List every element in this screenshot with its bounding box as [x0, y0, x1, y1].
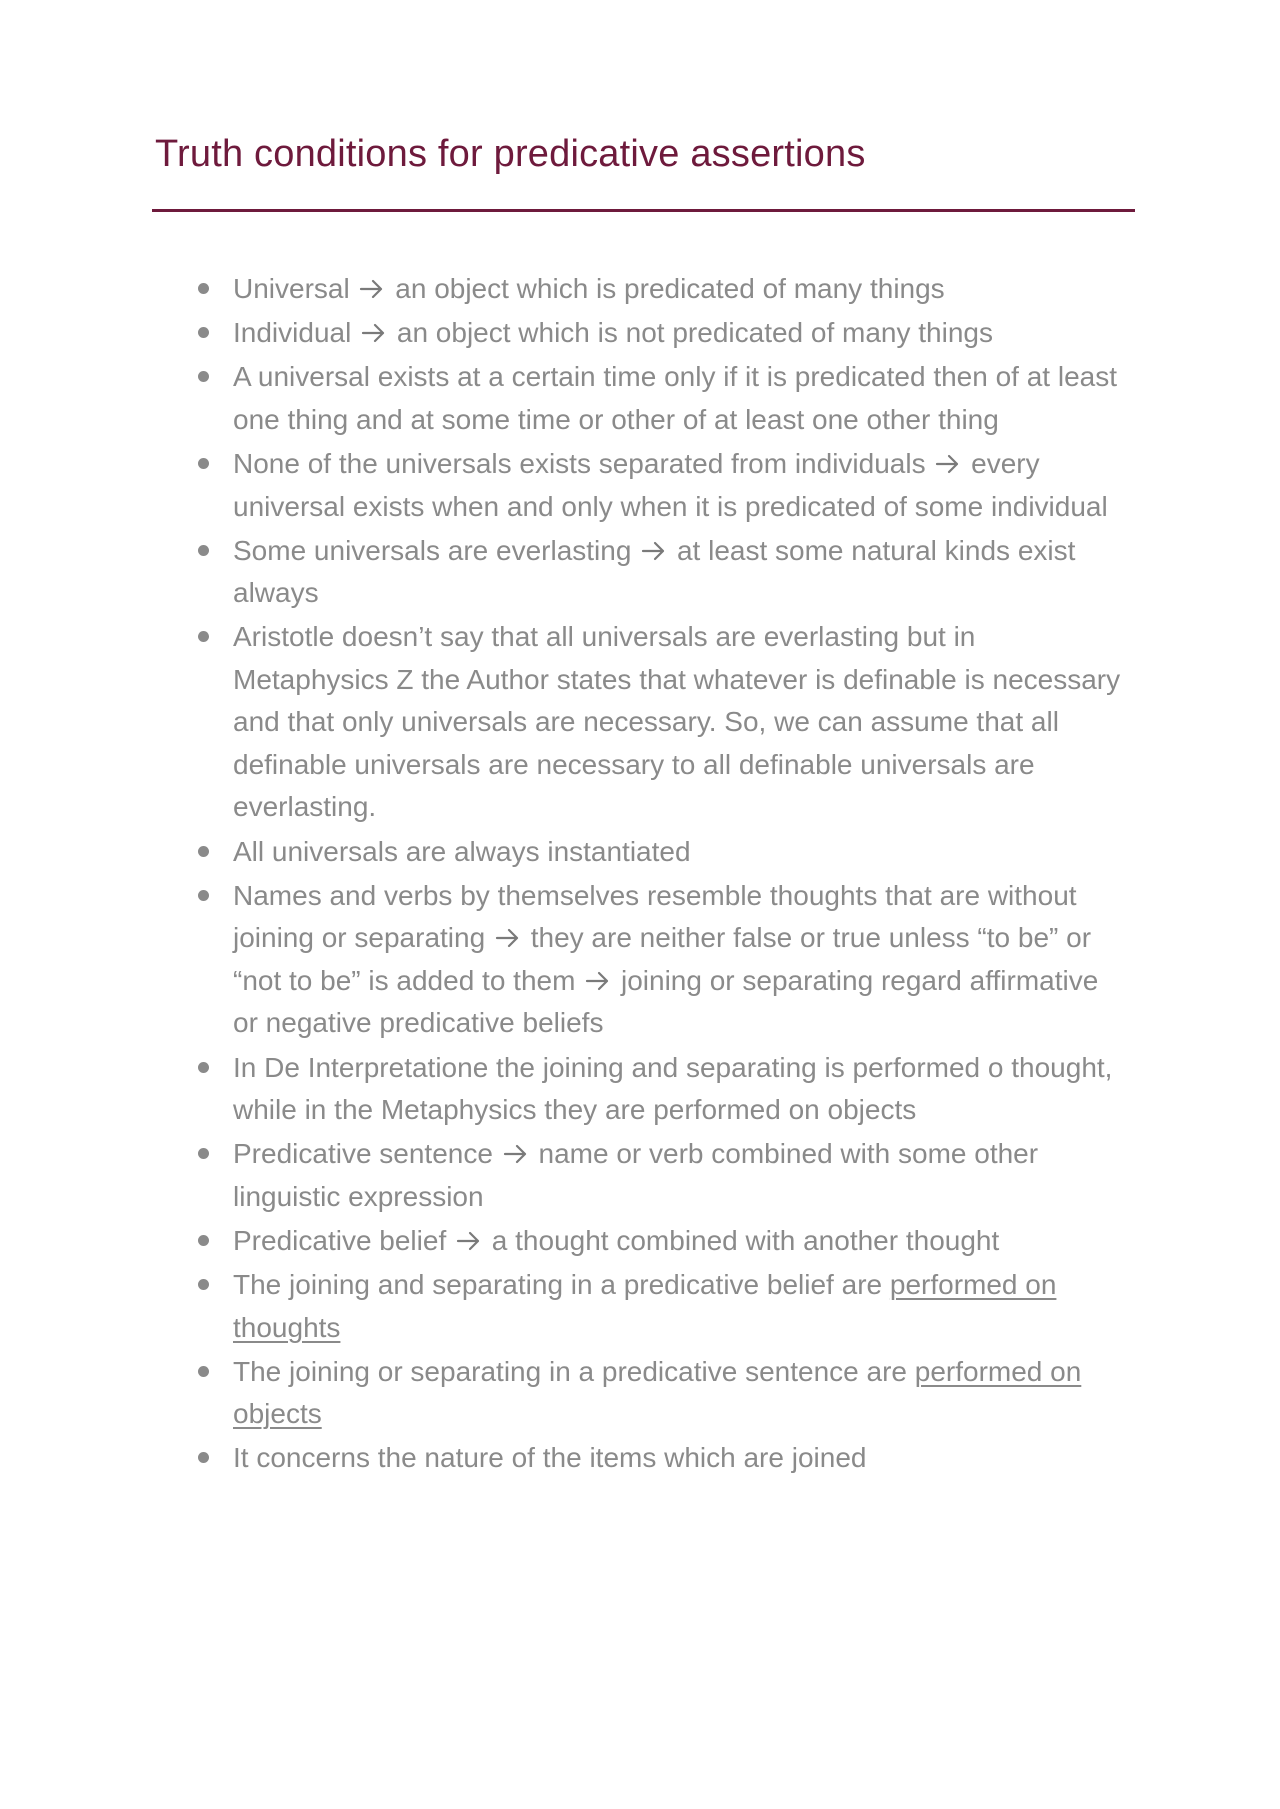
list-item [155, 1264, 1130, 1349]
bullet-dot-icon [198, 846, 209, 857]
arrow-right-icon [503, 1135, 529, 1157]
list-item [155, 1437, 1130, 1480]
bullet-dot-icon [198, 1148, 209, 1159]
bullet-dot-icon [198, 458, 209, 469]
text-segment: Aristotle doesn’t say that all universals are everlasting but in Metaphysics Z the Author states that whatever is definable is necessary and that only universals are necessary. So, we can assume that all definable universals are necessary to all definable universals are everlasting. [233, 621, 1121, 823]
underlined-text: performed on thoughts [233, 1269, 1057, 1343]
bullet-dot-icon [198, 545, 209, 556]
arrow-right-icon [361, 314, 387, 336]
bullet-dot-icon [198, 1235, 209, 1246]
text-segment: Individual [233, 317, 360, 349]
list-item-text [233, 836, 691, 867]
list-item [155, 1351, 1130, 1436]
arrow-right-icon [641, 532, 667, 554]
bullet-dot-icon [198, 1366, 209, 1377]
list-item-text [233, 1138, 1038, 1212]
bullet-dot-icon [198, 1062, 209, 1073]
text-segment: A universal exists at a certain time only if it is predicated then of at least one thing and at some time or other of at least one other thing [233, 361, 1117, 435]
list-item-text [233, 273, 945, 304]
list-item [155, 1220, 1130, 1263]
text-segment: joining or separating regard affirmative or negative predicative beliefs [233, 964, 1099, 1039]
text-segment: an object which is predicated of many things [387, 273, 945, 304]
list-item-text [233, 317, 993, 348]
text-segment: Names and verbs by themselves resemble thoughts that are without joining or separating [233, 879, 1077, 954]
list-item-text [233, 1442, 866, 1473]
list-item [155, 268, 1130, 311]
text-segment: a thought combined with another thought [484, 1224, 1000, 1256]
text-segment: Predicative belief [233, 1224, 455, 1256]
bullet-dot-icon [198, 1452, 209, 1463]
bullet-list [155, 268, 1130, 1482]
text-segment: None of the universals exists separated from individuals [233, 448, 934, 480]
text-segment: Some universals are everlasting [233, 534, 640, 566]
list-item-text [233, 621, 1120, 822]
text-segment: The joining and separating in a predicative belief are [233, 1269, 890, 1301]
text-segment: The joining or separating in a predicative sentence are [233, 1355, 915, 1387]
bullet-dot-icon [198, 371, 209, 382]
text-segment: at least some natural kinds exist always [233, 534, 1076, 609]
arrow-right-icon [456, 1222, 482, 1244]
text-segment: All universals are always instantiated [233, 835, 691, 867]
bullet-dot-icon [198, 890, 209, 901]
text-segment: they are neither false or true unless “to be” or “not to be” is added to them [233, 922, 1092, 996]
list-item [155, 312, 1130, 355]
list-item-text [233, 535, 1075, 609]
arrow-right-icon [585, 962, 611, 984]
list-item [155, 875, 1130, 1045]
list-item-text [233, 1356, 1081, 1430]
list-item-text [233, 1225, 999, 1256]
list-item-text [233, 448, 1108, 522]
list-item-text [233, 1052, 1112, 1126]
arrow-right-icon [935, 445, 961, 467]
bullet-dot-icon [198, 283, 209, 294]
bullet-dot-icon [198, 1279, 209, 1290]
underlined-text: performed on objects [233, 1355, 1082, 1430]
arrow-right-icon [359, 270, 385, 292]
text-segment: name or verb combined with some other linguistic expression [233, 1138, 1039, 1212]
list-item [155, 356, 1130, 441]
list-item [155, 831, 1130, 874]
text-segment: In De Interpretatione the joining and separating is performed o thought, while in the Metaphysics they are performed on objects [233, 1051, 1113, 1125]
text-segment: It concerns the nature of the items which are joined [233, 1442, 867, 1474]
bullet-dot-icon [198, 327, 209, 338]
text-segment: Predicative sentence [233, 1138, 501, 1170]
list-item [155, 530, 1130, 615]
bullet-dot-icon [198, 631, 209, 642]
list-item [155, 1047, 1130, 1132]
list-item-text [233, 361, 1117, 435]
list-item [155, 443, 1130, 528]
text-segment: an object which is not predicated of many things [389, 317, 993, 349]
title-divider [152, 209, 1135, 212]
text-segment: every universal exists when and only when it is predicated of some individual [233, 448, 1108, 522]
list-item [155, 616, 1130, 829]
arrow-right-icon [495, 919, 521, 941]
page-title: Truth conditions for predicative assertions [155, 133, 866, 175]
text-segment: Universal [233, 273, 358, 304]
list-item [155, 1133, 1130, 1218]
list-item-text [233, 880, 1098, 1039]
list-item-text [233, 1269, 1056, 1343]
